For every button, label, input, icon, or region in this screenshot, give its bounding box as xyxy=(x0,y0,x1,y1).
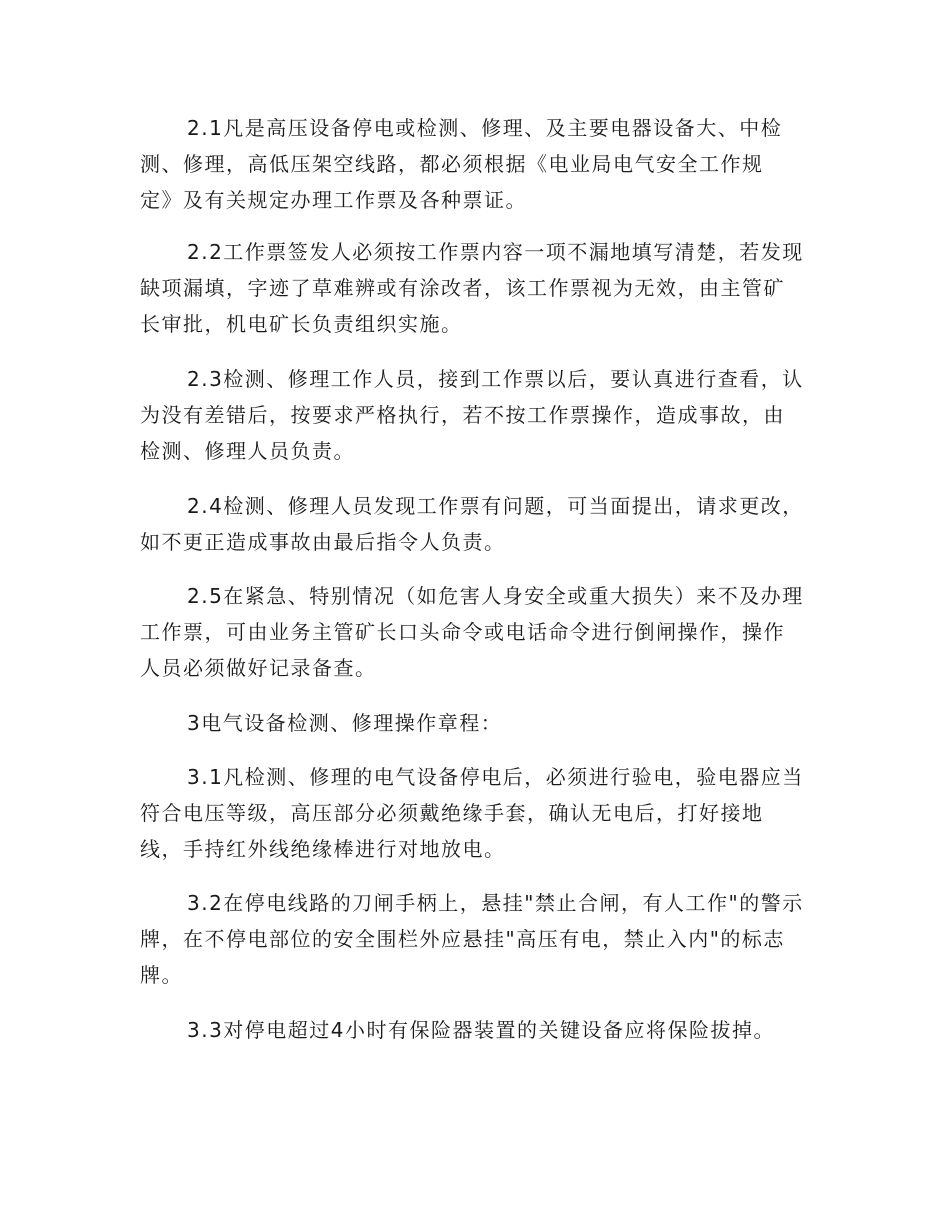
paragraph-line: 2.3检测、修理工作人员，接到工作票以后，要认真进行查看，认 xyxy=(187,367,804,391)
paragraph-line: 为没有差错后，按要求严格执行，若不按工作票操作，造成事故，由 xyxy=(140,403,785,427)
paragraph-line: 符合电压等级，高压部分必须戴绝缘手套，确认无电后，打好接地 xyxy=(140,801,764,825)
paragraph-line: 测、修理，高低压架空线路，都必须根据《电业局电气安全工作规 xyxy=(140,152,764,176)
paragraph-line: 牌，在不停电部位的安全围栏外应悬挂"高压有电，禁止入内"的标志 xyxy=(140,927,785,951)
paragraph-line: 缺项漏填，字迹了草难辨或有涂改者，该工作票视为无效，由主管矿 xyxy=(140,276,785,300)
paragraph-line: 2.5在紧急、特别情况（如危害人身安全或重大损失）来不及办理 xyxy=(187,584,804,608)
paragraph-line: 长审批，机电矿长负责组织实施。 xyxy=(140,312,463,336)
paragraph-line: 2.2工作票签发人必须按工作票内容一项不漏地填写清楚，若发现 xyxy=(187,240,804,264)
paragraph-line: 3.3对停电超过4小时有保险器装置的关键设备应将保险拔掉。 xyxy=(187,1018,776,1042)
paragraph-line: 牌。 xyxy=(140,963,183,987)
paragraph-line: 如不更正造成事故由最后指令人负责。 xyxy=(140,530,506,554)
paragraph-line: 3.2在停电线路的刀闸手柄上，悬挂"禁止合闸，有人工作"的警示 xyxy=(187,891,804,915)
paragraph-line: 2.1凡是高压设备停电或检测、修理、及主要电器设备大、中检 xyxy=(187,116,783,140)
paragraph-line: 检测、修理人员负责。 xyxy=(140,439,355,463)
paragraph-line: 3.1凡检测、修理的电气设备停电后，必须进行验电，验电器应当 xyxy=(187,765,804,789)
paragraph-line: 定》及有关规定办理工作票及各种票证。 xyxy=(140,188,527,212)
paragraph-line: 2.4检测、修理人员发现工作票有问题，可当面提出，请求更改， xyxy=(187,494,804,518)
paragraph-line: 人员必须做好记录备查。 xyxy=(140,656,377,680)
paragraph-line: 工作票，可由业务主管矿长口头命令或电话命令进行倒闸操作，操作 xyxy=(140,620,785,644)
section-heading: 3电气设备检测、修理操作章程： xyxy=(187,711,503,735)
paragraph-line: 线，手持红外线绝缘棒进行对地放电。 xyxy=(140,837,506,861)
